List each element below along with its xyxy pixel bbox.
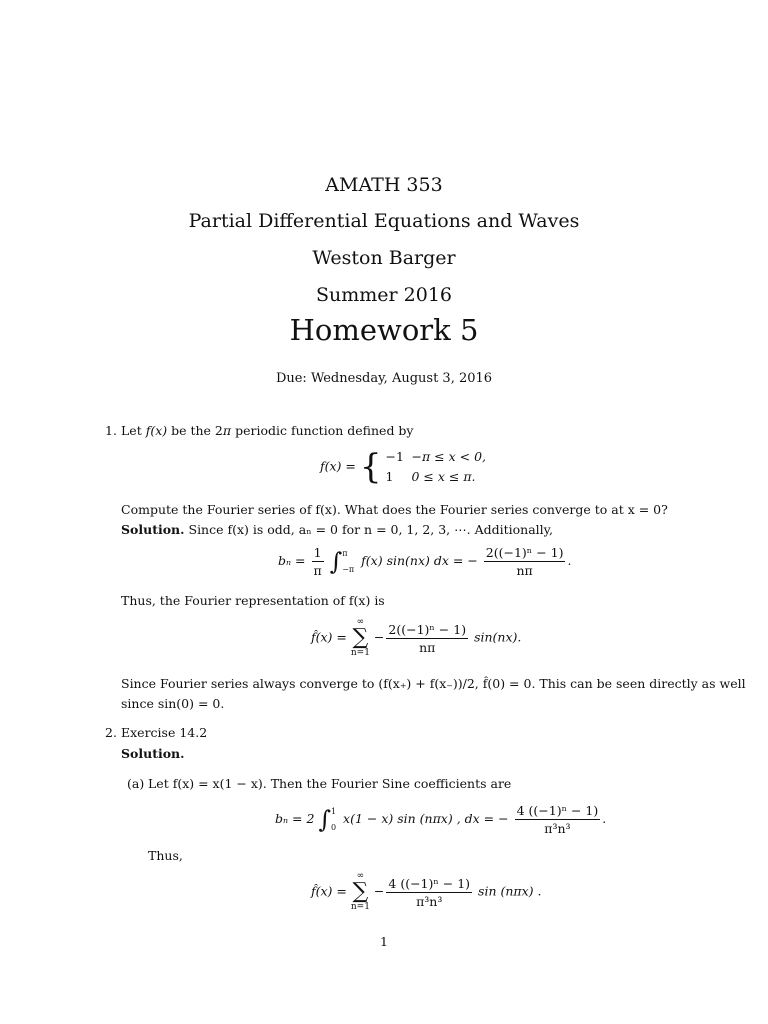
thus-label: Thus, xyxy=(148,848,183,863)
course-title: Partial Differential Equations and Waves xyxy=(188,210,580,232)
case-1 xyxy=(386,447,487,467)
problem-1-question: Compute the Fourier series of f(x). What does the Fourier series converge to at x = 0? xyxy=(121,502,668,517)
homework-title: Homework 5 xyxy=(289,313,479,347)
summation-2 xyxy=(351,872,370,912)
piecewise-definition xyxy=(320,447,486,487)
sum-lower: n=1 xyxy=(350,648,370,658)
case-2-value: 1 xyxy=(385,469,394,484)
rep2-lhs: f̂(x) = xyxy=(311,883,347,899)
due-date: Due: Wednesday, August 3, 2016 xyxy=(275,371,493,386)
rep-num: 2((−1)ⁿ − 1) xyxy=(388,621,467,637)
bn2-rhs-num: 4 ((−1)ⁿ − 1) xyxy=(516,803,599,818)
course-code: AMATH 353 xyxy=(325,174,443,196)
bn-rhs-den: nπ xyxy=(516,563,533,578)
solution-label: Solution. xyxy=(121,522,185,537)
bn-equation-1: bₙ = $\frac{1}{\pi}$ ∫ π −π f(x) sin(nx) dx = − $\frac{\text{2((−1)ⁿ − 1)}}{n\pi}$ . xyxy=(278,545,572,578)
bn2-rhs-fraction xyxy=(515,803,601,836)
integral-sign: ∫ xyxy=(329,547,343,576)
bn-rhs-fraction xyxy=(484,545,566,578)
integral2-lower: 0 xyxy=(330,822,337,832)
case-1-value: −1 xyxy=(385,449,404,464)
integral-upper: π xyxy=(342,549,348,559)
rep2-den: π³n³ xyxy=(416,893,443,909)
author-name: Weston Barger xyxy=(312,247,456,269)
rep-den: nπ xyxy=(419,639,436,655)
integral-sign-2: ∫ xyxy=(318,805,331,834)
thus-text: Thus, the Fourier representation of f(x) is xyxy=(121,593,385,608)
problem-1-intro-b: be the 2 xyxy=(167,423,223,438)
part-a-text: Let f(x) = x(1 − x). Then the Fourier Sine coefficients are xyxy=(148,776,512,791)
fourier-representation-1: f̂(x) = ∞ ∑ n=1 − $\frac{\text{2((−1)ⁿ − 1)}}{n\pi}$ sin(nx). xyxy=(311,617,522,658)
integral-limits-2 xyxy=(331,804,336,834)
sigma-symbol-2: ∑ xyxy=(352,879,369,904)
integral-lower: −π xyxy=(342,564,355,574)
sigma-symbol: ∑ xyxy=(352,625,369,650)
fourier-representation-2: f̂(x) = ∞ ∑ n=1 − $\frac{\text{4 ((−1)ⁿ − 1)}}{\text{π³n³}}$ sin (nπx) . xyxy=(311,871,542,912)
integral2-upper: 1 xyxy=(330,807,337,817)
sum-upper: ∞ xyxy=(356,617,365,627)
bn2-lhs: bₙ = 2 xyxy=(275,811,315,826)
bn2-integrand: x(1 − x) sin (nπx) , dx = − xyxy=(343,811,509,826)
convergence-line-1: Since Fourier series always converge to (f(x₊) + f(x₋))/2, f̂(0) = 0. This can be seen directly as well xyxy=(121,676,746,691)
summation xyxy=(351,618,370,658)
case-2-condition: 0 ≤ x ≤ π. xyxy=(411,469,476,484)
term: Summer 2016 xyxy=(315,284,452,306)
problem-1-intro-a: Let xyxy=(121,423,146,438)
rep-lhs: f̂(x) = xyxy=(311,629,347,645)
problem-2-number: 2. xyxy=(105,725,117,740)
sum2-lower: n=1 xyxy=(350,902,370,912)
integral-limits xyxy=(342,546,354,576)
problem-1-intro-pi: π xyxy=(222,423,232,438)
page-number: 1 xyxy=(380,934,388,949)
bn-equation-2: bₙ = 2 ∫ 1 0 x(1 − x) sin (nπx) , dx = − $\frac{\text{4 ((−1)ⁿ − 1)}}{\text{π³n³}}$ . xyxy=(275,803,607,836)
rep-tail: sin(nx). xyxy=(474,629,522,645)
bn-integrand: f(x) sin(nx) dx = − xyxy=(361,553,478,568)
problem-1-intro xyxy=(121,423,413,438)
convergence-line-2: since sin(0) = 0. xyxy=(121,696,225,711)
bn-lhs: bₙ = xyxy=(278,553,306,568)
bn-coefficient xyxy=(312,545,324,578)
bn2-rhs-den: π³n³ xyxy=(544,821,571,836)
case-1-condition: −π ≤ x < 0, xyxy=(411,449,487,464)
problem-1-number: 1. xyxy=(105,423,117,438)
bn-coef-den: π xyxy=(313,563,322,578)
piecewise-lhs: f(x) = xyxy=(320,458,356,474)
part-a-label: (a) xyxy=(127,776,145,791)
rep2-tail: sin (nπx) . xyxy=(478,883,542,899)
sum2-upper: ∞ xyxy=(356,871,365,881)
problem-2-title: Exercise 14.2 xyxy=(121,725,208,740)
rep2-num: 4 ((−1)ⁿ − 1) xyxy=(388,875,471,891)
case-2 xyxy=(386,467,487,487)
problem-1-intro-fx: f(x) xyxy=(145,423,168,438)
rep2-fraction xyxy=(386,876,472,909)
problem-2-solution-label: Solution. xyxy=(121,746,185,761)
rep-fraction xyxy=(386,622,468,655)
problem-1-solution xyxy=(121,522,553,537)
brace-symbol: { xyxy=(359,447,382,487)
problem-1-intro-c: periodic function defined by xyxy=(231,423,414,438)
solution-text: Since f(x) is odd, aₙ = 0 for n = 0, 1, 2, 3, ⋯. Additionally, xyxy=(188,522,554,537)
bn-rhs-num: 2((−1)ⁿ − 1) xyxy=(485,545,564,560)
bn-coef-num: 1 xyxy=(312,545,324,562)
cases-block xyxy=(386,447,487,487)
